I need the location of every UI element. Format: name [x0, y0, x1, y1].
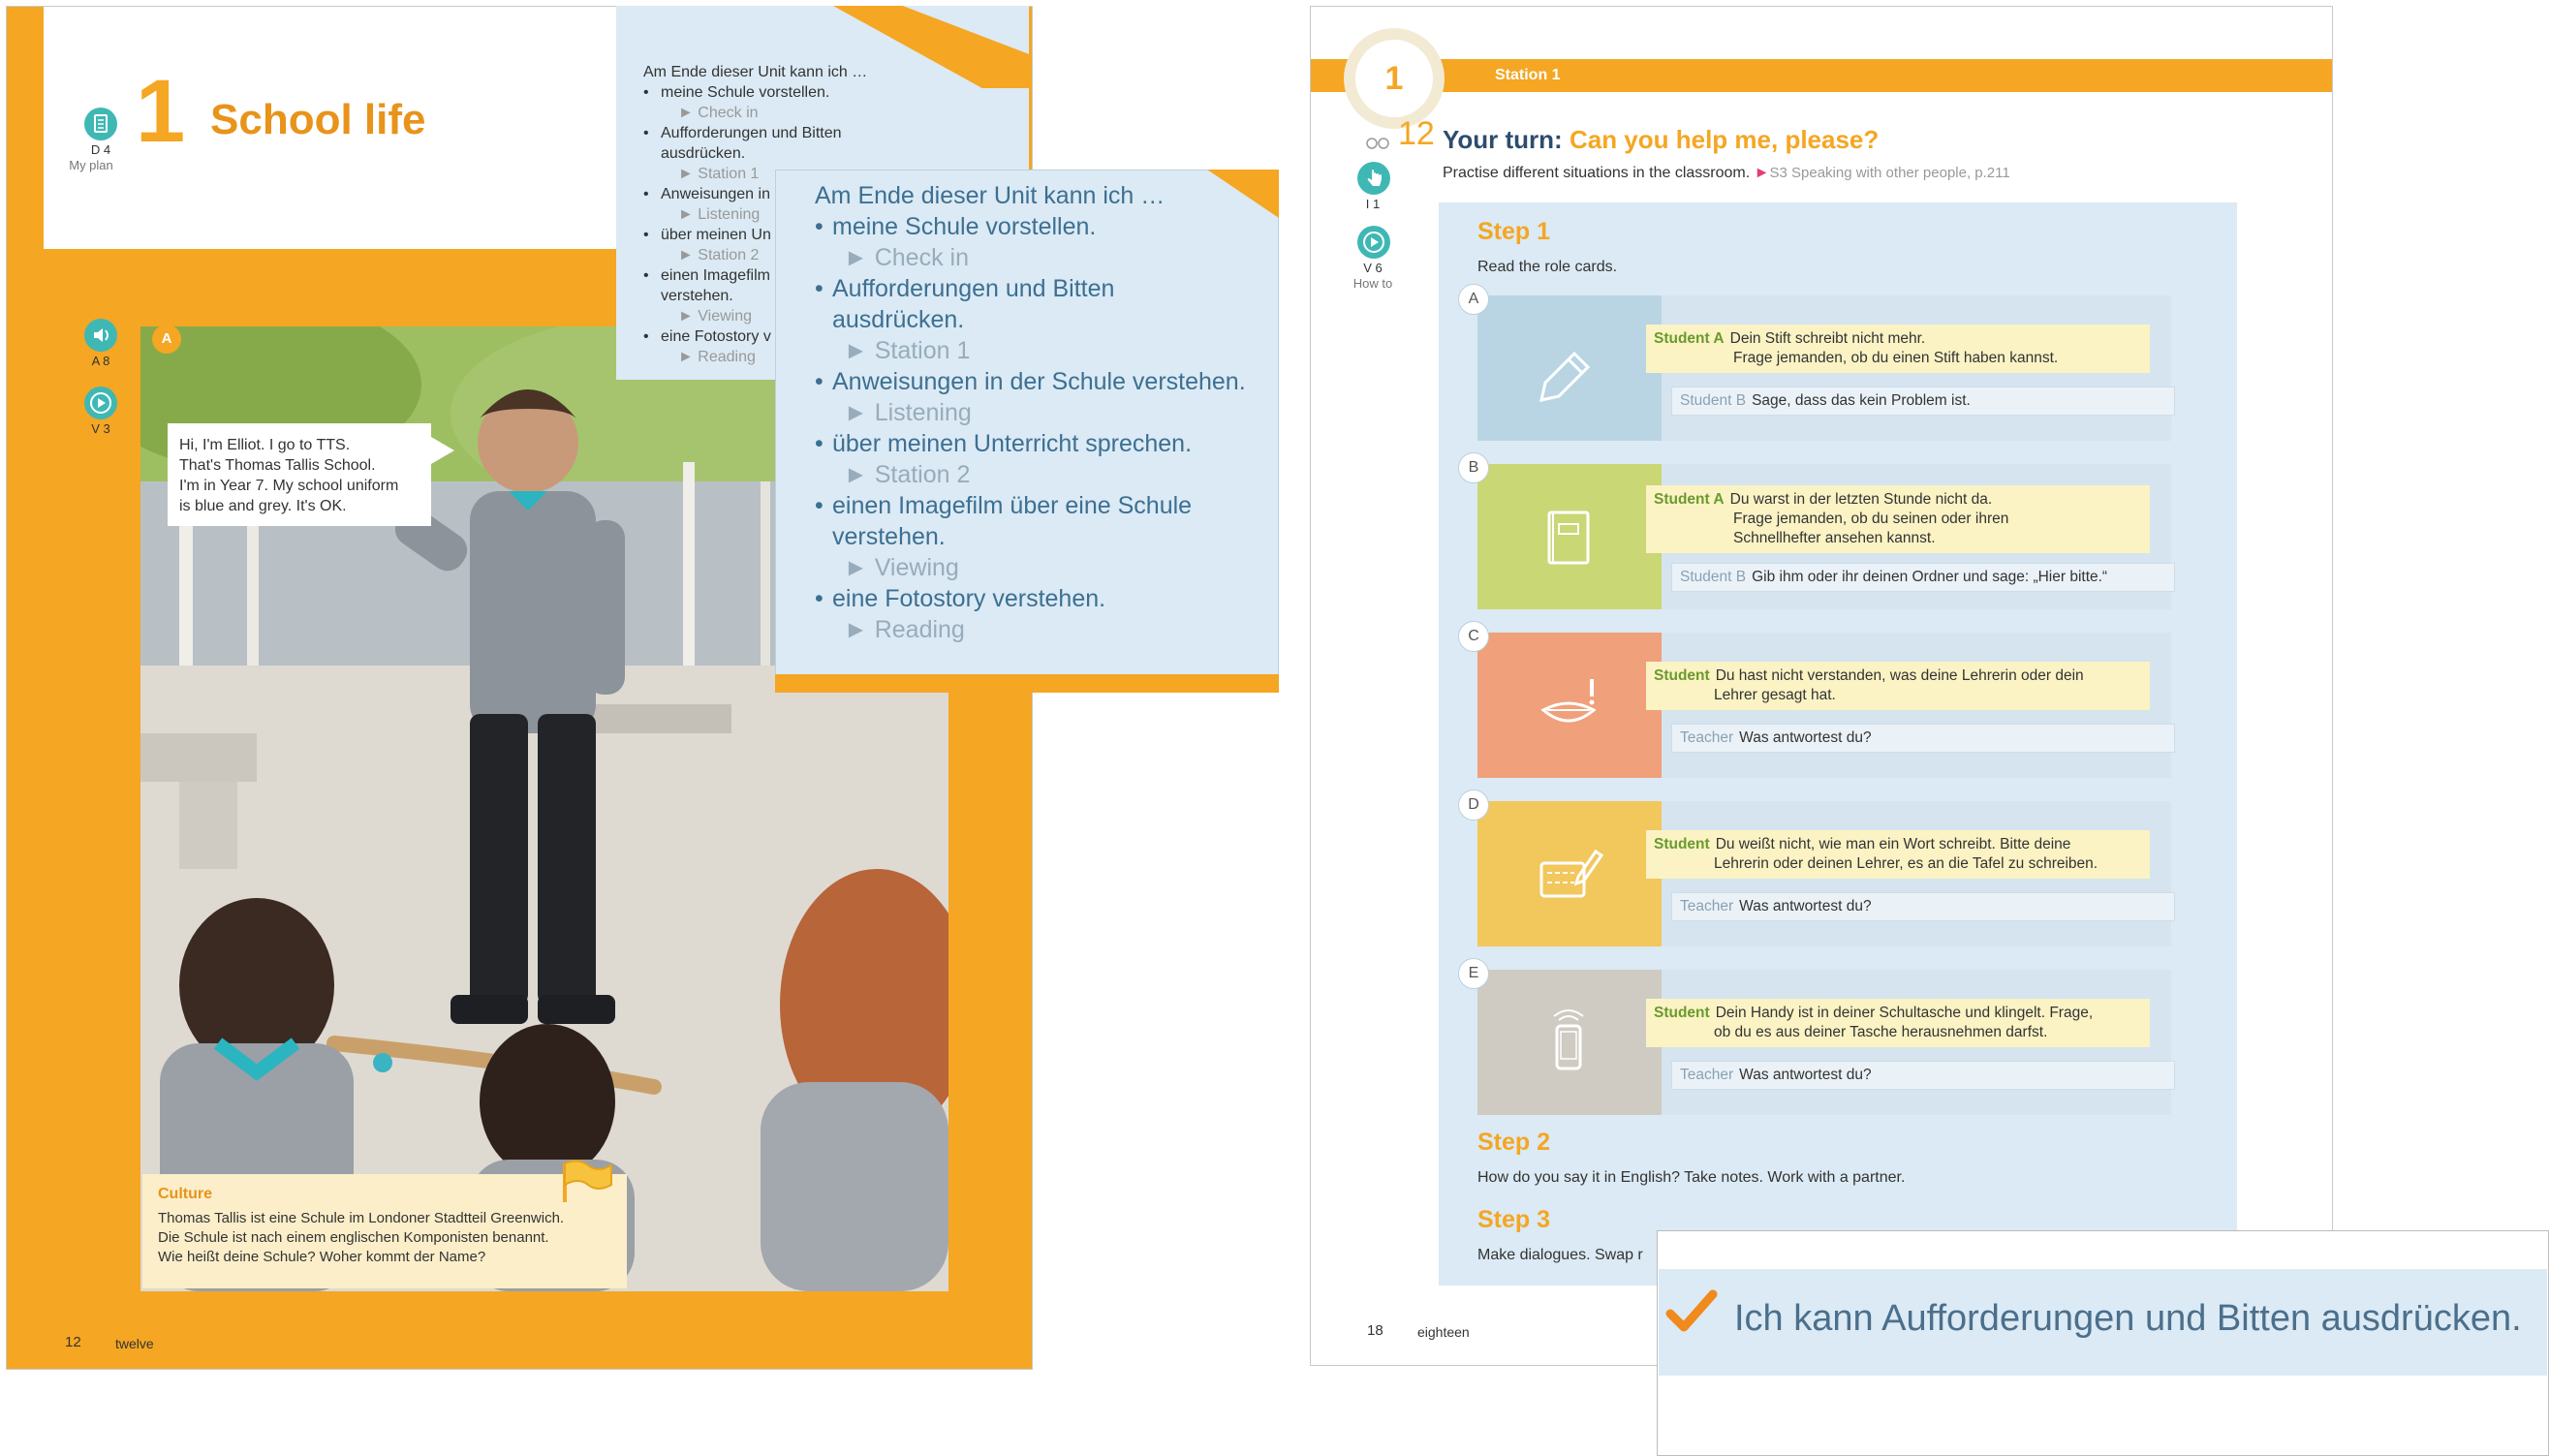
goal-item: • Aufforderungen und Bitten: [643, 123, 1008, 143]
role-prompt-student: [1646, 662, 2150, 710]
goal-item: • Anweisungen in: [643, 184, 1008, 204]
role-card-letter: C: [1458, 621, 1489, 652]
unit-title: School life: [210, 96, 426, 143]
role-prompt-student: [1646, 325, 2150, 373]
role-response-partner: [1671, 563, 2175, 592]
station-label: Station 1: [1495, 67, 1561, 83]
culture-line: Thomas Tallis ist eine Schule im Londoner Stadtteil Greenwich.: [158, 1210, 565, 1226]
role-card-letter: A: [1458, 284, 1489, 315]
role-line: [1654, 349, 2142, 368]
exercise-panel: [1439, 202, 2237, 1286]
unit-number: 1: [136, 62, 186, 161]
role-text: Sage, dass das kein Problem ist.: [1752, 392, 1971, 409]
role-tag: Teacher: [1680, 729, 1734, 746]
role-tag: Student A: [1654, 491, 1725, 508]
role-text: Du hast nicht verstanden, was deine Lehrerin oder dein: [1715, 667, 2084, 684]
flag-icon: [559, 1160, 613, 1209]
pair-work-icon: [1365, 137, 1390, 155]
ringing-phone-icon: [1536, 1008, 1605, 1083]
goal-item: • einen Imagefilm über eine Schule: [815, 490, 1260, 521]
role-text: Schnellhefter ansehen kannst.: [1733, 530, 1936, 546]
speech-bubble-tail: [431, 437, 454, 464]
mouth-exclamation-icon: [1536, 671, 1605, 746]
goals-zoom-bottom-bar: [775, 674, 1279, 693]
role-text: Lehrerin oder deinen Lehrer, es an die Tafel zu schreiben.: [1714, 855, 2098, 872]
role-card-letter: D: [1458, 790, 1489, 821]
goal-section-link: ► Listening: [815, 397, 1260, 428]
goal-section-link: ► Station 2: [643, 245, 1008, 265]
goal-section-link: ► Reading: [643, 347, 1008, 367]
goals-heading: Am Ende dieser Unit kann ich …: [643, 64, 868, 80]
goal-section-link: ► Check in: [815, 242, 1260, 273]
exercise-title: [1443, 125, 1879, 155]
goal-item-continued: ausdrücken.: [661, 145, 746, 162]
role-line: [1654, 1023, 2142, 1042]
instruction-text: Practise different situations in the classroom.: [1443, 165, 1751, 181]
can-do-statement: Ich kann Aufforderungen und Bitten ausdrücken.: [1734, 1298, 2522, 1339]
side-code: A 8: [91, 354, 110, 368]
role-card: [1468, 291, 2171, 441]
unit-circle-number: 1: [1355, 40, 1433, 117]
role-tag: Teacher: [1680, 898, 1734, 914]
role-card: [1468, 459, 2171, 609]
station-bar: [1311, 59, 2332, 92]
speech-line: is blue and grey. It's OK.: [179, 498, 347, 514]
role-text: ob du es aus deiner Tasche herausnehmen darfst.: [1714, 1024, 2048, 1040]
side-code: I 1: [1365, 197, 1381, 211]
side-code: D 4: [90, 142, 111, 157]
role-response-partner: [1671, 892, 2175, 921]
role-text: Dein Stift schreibt nicht mehr.: [1729, 330, 1926, 347]
culture-box: [142, 1174, 627, 1288]
role-line: [1654, 329, 2142, 349]
role-text: Frage jemanden, ob du seinen oder ihren: [1733, 511, 2009, 527]
role-line: [1654, 529, 2142, 548]
hand-pointer-icon[interactable]: [1357, 162, 1390, 195]
pencil-icon: [1536, 334, 1605, 409]
role-text: Was antwortest du?: [1739, 1067, 1872, 1083]
role-line: [1654, 854, 2142, 874]
goal-item: • eine Fotostory verstehen.: [815, 583, 1260, 614]
role-text: Du warst in der letzten Stunde nicht da.: [1729, 491, 1993, 508]
goal-section-link: ► Listening: [643, 204, 1008, 225]
role-card-illustration: [1477, 633, 1662, 778]
notebook-icon: [1536, 503, 1605, 577]
goals-zoom-heading: Am Ende dieser Unit kann ich …: [815, 182, 1166, 209]
role-card: [1468, 628, 2171, 778]
step-3-text: Make dialogues. Swap r: [1477, 1247, 1643, 1263]
document-icon[interactable]: [84, 108, 117, 140]
skills-reference[interactable]: S3 Speaking with other people, p.211: [1769, 165, 2010, 181]
reference-arrow-icon: ►: [1754, 165, 1770, 181]
role-text: Was antwortest du?: [1739, 729, 1872, 746]
goal-item: • eine Fotostory v: [643, 326, 1008, 347]
role-card-letter: E: [1458, 958, 1489, 989]
role-card: [1468, 965, 2171, 1115]
exercise-instruction: [1443, 165, 2010, 182]
goal-item: • meine Schule vorstellen.: [815, 211, 1260, 242]
side-code: V 6: [1363, 261, 1383, 275]
goal-section-link: ► Viewing: [643, 306, 1008, 326]
goal-section-link: ► Station 1: [815, 335, 1260, 366]
video-play-icon[interactable]: [84, 387, 117, 419]
goal-item: • über meinen Unterricht sprechen.: [815, 428, 1260, 459]
role-response-partner: [1671, 724, 2175, 753]
page-word: eighteen: [1417, 1324, 1470, 1340]
page-word: twelve: [115, 1336, 154, 1351]
step-3-title: Step 3: [1477, 1206, 1551, 1233]
writing-pad-icon: [1536, 840, 1605, 914]
photo-badge: A: [152, 325, 181, 354]
step-1-text: Read the role cards.: [1477, 259, 1618, 275]
role-tag: Student A: [1654, 330, 1725, 347]
role-response-partner: [1671, 387, 2175, 416]
role-line: [1654, 835, 2142, 854]
role-cards: [1468, 291, 2194, 1119]
role-card-letter: B: [1458, 452, 1489, 483]
step-1-title: Step 1: [1477, 218, 1551, 245]
step-2-text: How do you say it in English? Take notes. Work with a partner.: [1477, 1169, 1906, 1186]
side-code: V 3: [91, 421, 110, 436]
role-tag: Student B: [1680, 392, 1747, 409]
culture-title: Culture: [158, 1186, 212, 1202]
role-line: [1654, 510, 2142, 529]
goal-item: • über meinen Un: [643, 225, 1008, 245]
culture-line: Wie heißt deine Schule? Woher kommt der Name?: [158, 1249, 486, 1265]
role-tag: Student B: [1680, 569, 1747, 585]
exercise-title-prefix: Your turn:: [1443, 125, 1570, 154]
role-line: [1654, 1004, 2142, 1023]
goal-item: • Anweisungen in der Schule verstehen.: [815, 366, 1260, 397]
role-text: Dein Handy ist in deiner Schultasche und klingelt. Frage,: [1715, 1005, 2094, 1021]
goal-item: • einen Imagefilm: [643, 265, 1008, 286]
role-line: [1654, 490, 2142, 510]
goal-section-link: ► Check in: [643, 103, 1008, 123]
role-prompt-student: [1646, 485, 2150, 553]
role-response-partner: [1671, 1061, 2175, 1090]
role-text: Lehrer gesagt hat.: [1714, 687, 1836, 703]
role-line: [1654, 666, 2142, 686]
side-label: My plan: [69, 158, 113, 172]
speech-line: That's Thomas Tallis School.: [179, 457, 376, 474]
role-text: Was antwortest du?: [1739, 898, 1872, 914]
step-2-title: Step 2: [1477, 1129, 1551, 1156]
exercise-title-accent: Can you help me, please?: [1569, 125, 1880, 154]
role-prompt-student: [1646, 830, 2150, 879]
page-number: 18: [1367, 1322, 1383, 1339]
right-page: [1310, 6, 2333, 1366]
page-number: 12: [65, 1334, 81, 1350]
role-card-illustration: [1477, 464, 1662, 609]
goal-section-link: ► Station 1: [643, 164, 1008, 184]
checkmark-icon: [1664, 1288, 1719, 1340]
role-tag: Teacher: [1680, 1067, 1734, 1083]
goal-item: • Aufforderungen und Bitten: [815, 273, 1260, 304]
role-card: [1468, 796, 2171, 946]
audio-icon[interactable]: [84, 319, 117, 352]
speech-line: Hi, I'm Elliot. I go to TTS.: [179, 437, 351, 453]
exercise-number: 12: [1398, 115, 1435, 152]
role-text: Du weißt nicht, wie man ein Wort schreibt. Bitte deine: [1715, 836, 2071, 852]
role-tag: Student: [1654, 667, 1710, 684]
goal-item-continued: verstehen.: [661, 288, 733, 304]
video-play-icon[interactable]: [1357, 226, 1390, 259]
speech-bubble: [168, 423, 431, 526]
goal-item-continued: verstehen.: [832, 523, 946, 550]
unit-goals-zoom: [775, 170, 1279, 693]
role-tag: Student: [1654, 836, 1710, 852]
role-text: Gib ihm oder ihr deinen Ordner und sage: „Hier bitte.“: [1752, 569, 2108, 585]
role-tag: Student: [1654, 1005, 1710, 1021]
culture-line: Die Schule ist nach einem englischen Komponisten benannt.: [158, 1229, 549, 1246]
role-card-illustration: [1477, 970, 1662, 1115]
goal-section-link: ► Station 2: [815, 459, 1260, 490]
speech-line: I'm in Year 7. My school uniform: [179, 478, 399, 494]
culture-text: [158, 1209, 611, 1267]
role-line: [1654, 686, 2142, 705]
role-card-illustration: [1477, 295, 1662, 441]
role-card-illustration: [1477, 801, 1662, 946]
goal-item: • meine Schule vorstellen.: [643, 82, 1008, 103]
goals-zoom-list: [815, 211, 1260, 645]
goal-section-link: ► Reading: [815, 614, 1260, 645]
role-prompt-student: [1646, 999, 2150, 1047]
side-label: How to: [1352, 276, 1393, 291]
goal-section-link: ► Viewing: [815, 552, 1260, 583]
role-text: Frage jemanden, ob du einen Stift haben kannst.: [1733, 350, 2059, 366]
goal-item-continued: ausdrücken.: [832, 306, 965, 333]
